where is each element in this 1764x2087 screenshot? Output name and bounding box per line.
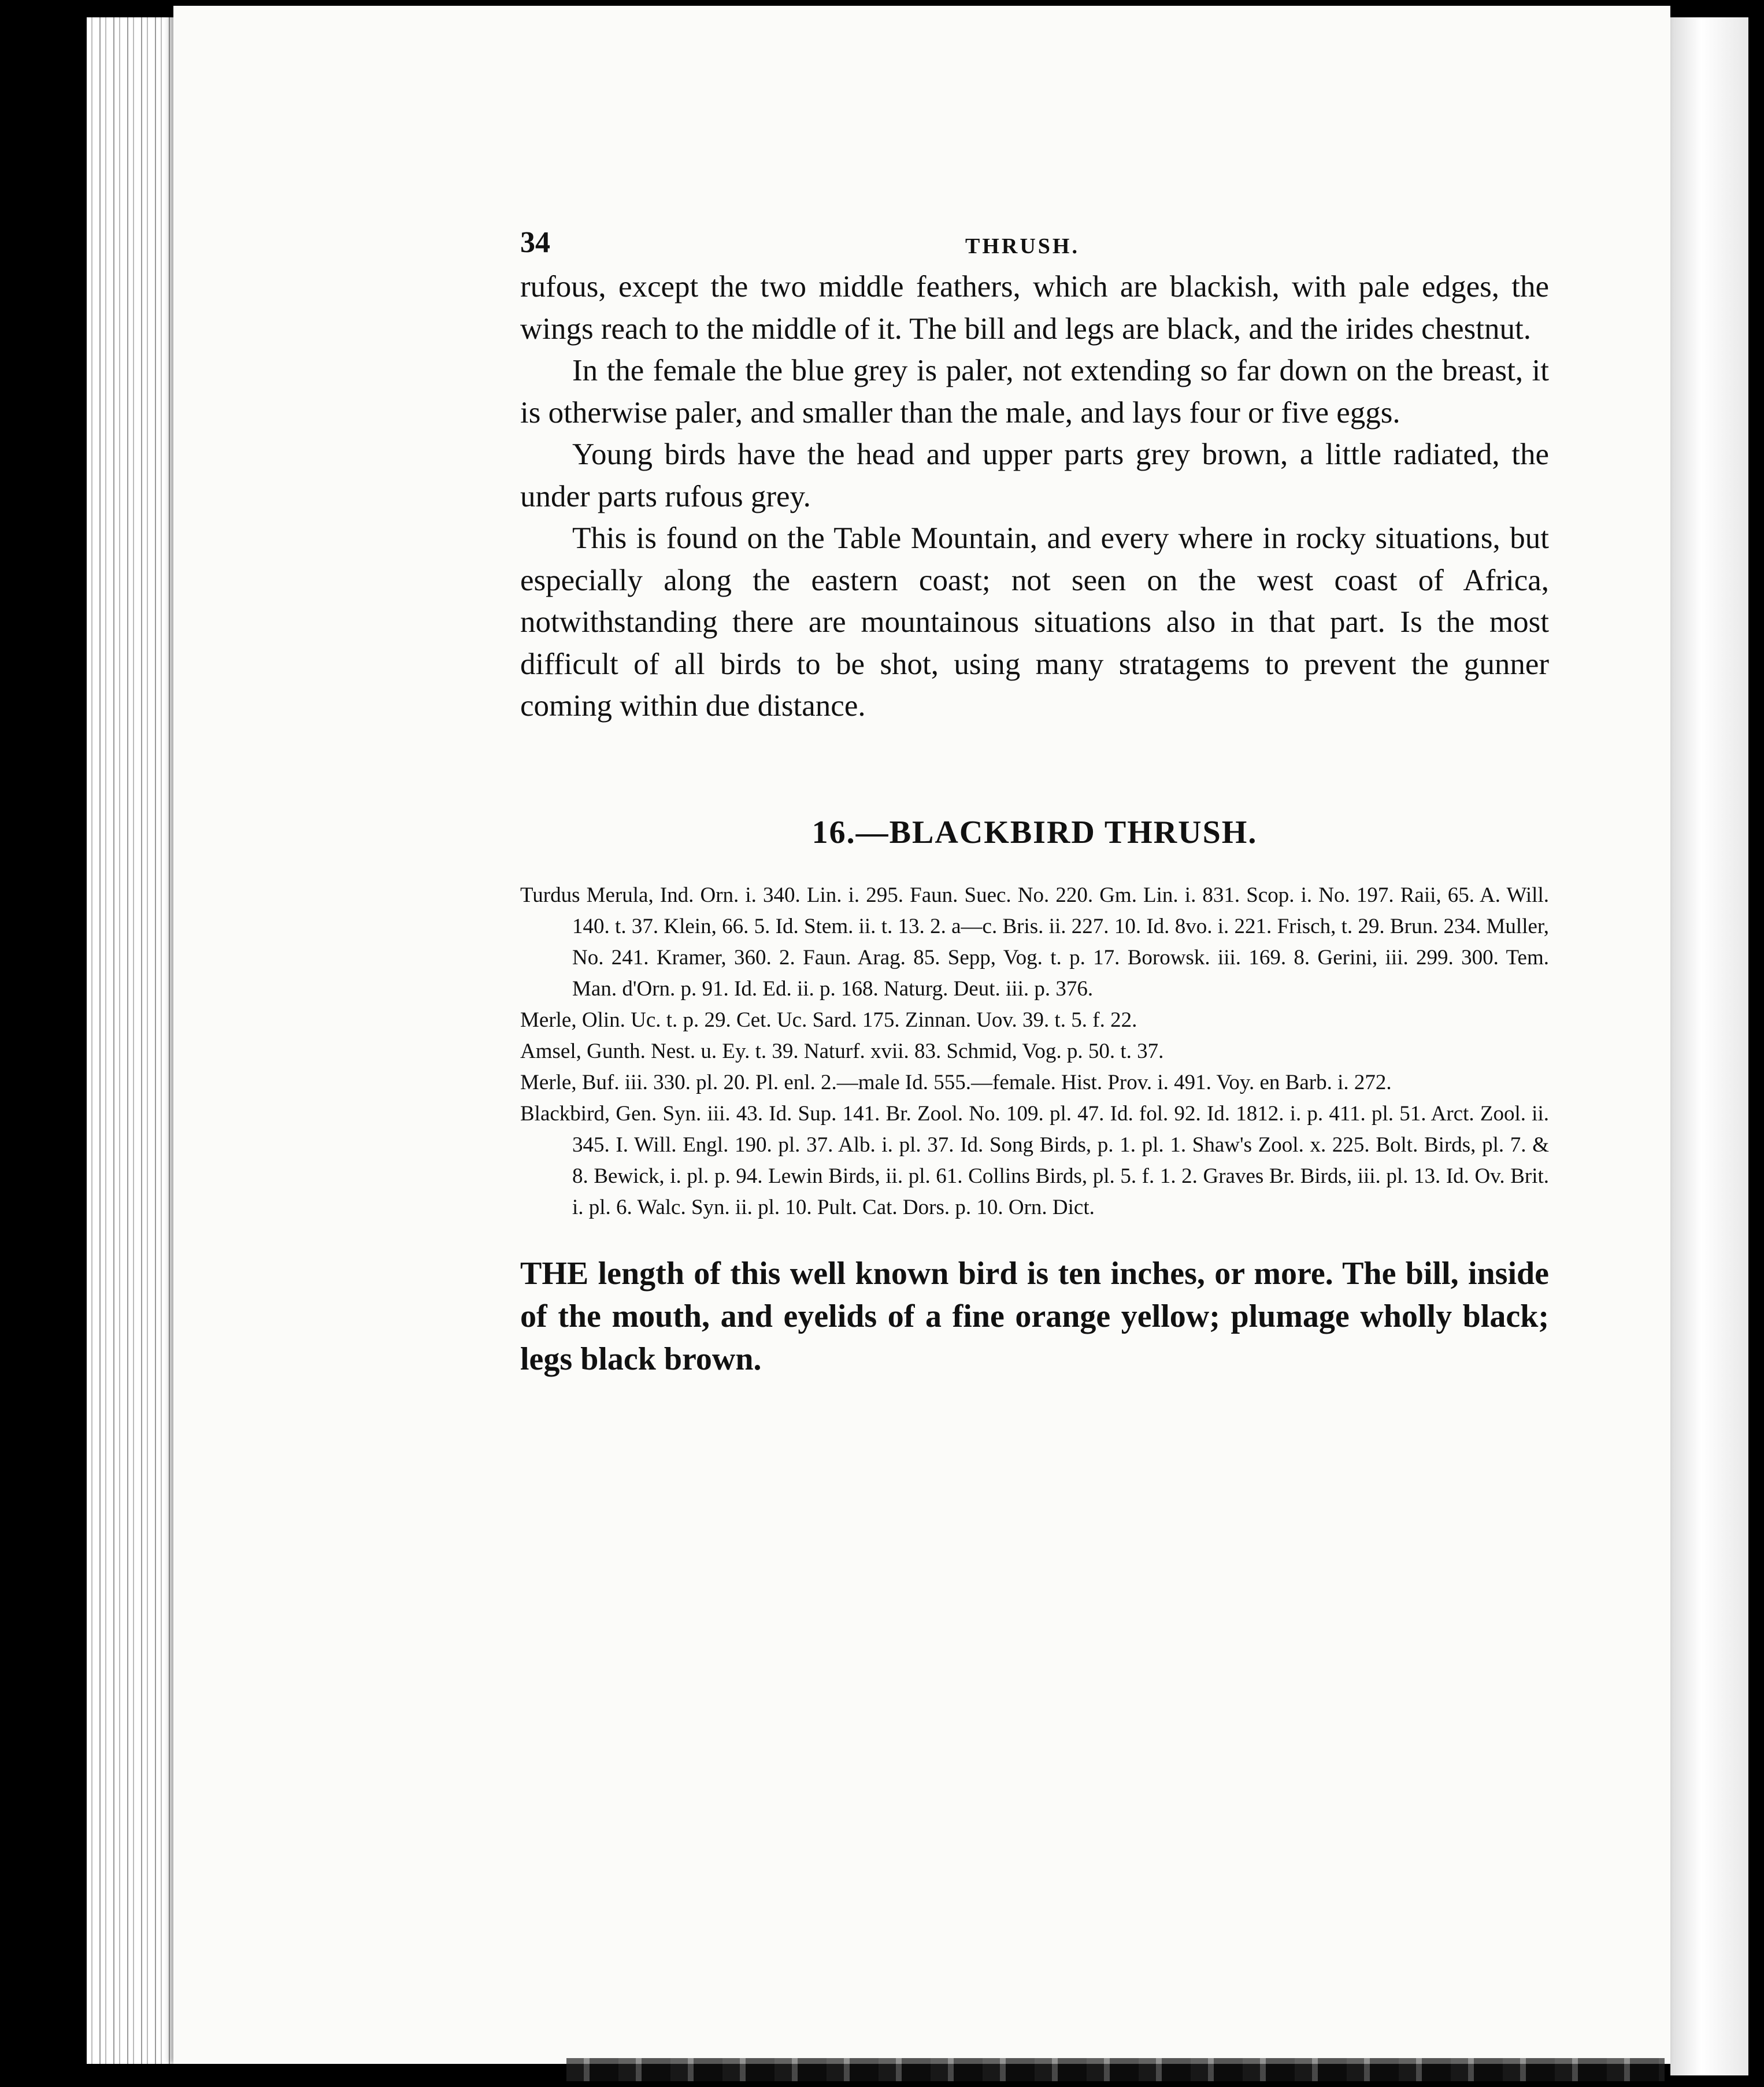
paragraph: This is found on the Table Mountain, and every where in rocky situations, but especially along the eastern coast; not seen on the west coast of Africa, notwithstanding there are mountainous situations also in that part. Is the most difficult of all birds to be shot, using many stratagems to prevent the gunner coming within due distance.	[520, 521, 1549, 723]
running-head	[520, 225, 1549, 266]
section-title: 16.—BLACKBIRD THRUSH.	[811, 814, 1258, 850]
synonymy-entry: Turdus Merula, Ind. Orn. i. 340. Lin. i. 295. Faun. Suec. No. 220. Gm. Lin. i. 831. Scop. i. No. 197. Raii, 65. A. Will. 140. t. 37. Klein, 66. 5. Id. Stem. ii. t. 13. 2. a—c. Bris. ii. 227. 10. Id. 8vo. i. 221. Frisch, t. 29. Brun. 234. Muller, No. 241. Kramer, 360. 2. Faun. Arag. 85. Sepp, Vog. t. p. 17. Borowsk. iii. 169. 8. Gerini, iii. 299. 300. Tem. Man. d'Orn. p. 91. Id. Ed. ii. p. 168. Naturg. Deut. iii. p. 376.	[520, 883, 1549, 1001]
synonymy-entry: Amsel, Gunth. Nest. u. Ey. t. 39. Naturf. xvii. 83. Schmid, Vog. p. 50. t. 37.	[520, 1039, 1164, 1063]
page-number: 34	[520, 226, 550, 259]
synonymy-list	[520, 880, 1549, 1223]
running-title: THRUSH.	[965, 234, 1080, 258]
description-paragraph: THE length of this well known bird is ten inches, or more. The bill, inside of the mouth, and eyelids of a fine orange yellow; plumage wholly black; legs black brown.	[520, 1255, 1549, 1377]
paragraph: Young birds have the head and upper parts grey brown, a little radiated, the under parts rufous grey.	[520, 438, 1549, 513]
book-right-edge	[1670, 17, 1748, 2075]
page-content	[520, 225, 1549, 1381]
book-bottom-edge	[566, 2058, 1665, 2081]
synonymy-entry: Blackbird, Gen. Syn. iii. 43. Id. Sup. 141. Br. Zool. No. 109. pl. 47. Id. fol. 92. Id. 1812. i. p. 411. pl. 51. Arct. Zool. ii. 345. I. Will. Engl. 190. pl. 37. Alb. i. pl. 37. Id. Song Birds, p. 1. pl. 1. Shaw's Zool. x. 225. Bolt. Birds, pl. 7. & 8. Bewick, i. pl. p. 94. Lewin Birds, ii. pl. 61. Collins Birds, pl. 5. f. 1. 2. Graves Br. Birds, iii. pl. 13. Id. Ov. Brit. i. pl. 6. Walc. Syn. ii. pl. 10. Pult. Cat. Dors. p. 10. Orn. Dict.	[520, 1101, 1549, 1219]
synonymy-entry: Merle, Olin. Uc. t. p. 29. Cet. Uc. Sard. 175. Zinnan. Uov. 39. t. 5. f. 22.	[520, 1008, 1137, 1032]
paragraph: In the female the blue grey is paler, not extending so far down on the breast, it is otherwise paler, and smaller than the male, and lays four or five eggs.	[520, 354, 1549, 430]
body-text	[520, 266, 1549, 727]
paragraph: rufous, except the two middle feathers, which are blackish, with pale edges, the wings reach to the middle of it. The bill and legs are black, and the irides chestnut.	[520, 270, 1549, 346]
synonymy-entry: Merle, Buf. iii. 330. pl. 20. Pl. enl. 2.—male Id. 555.—female. Hist. Prov. i. 491. Voy. en Barb. i. 272.	[520, 1070, 1392, 1094]
